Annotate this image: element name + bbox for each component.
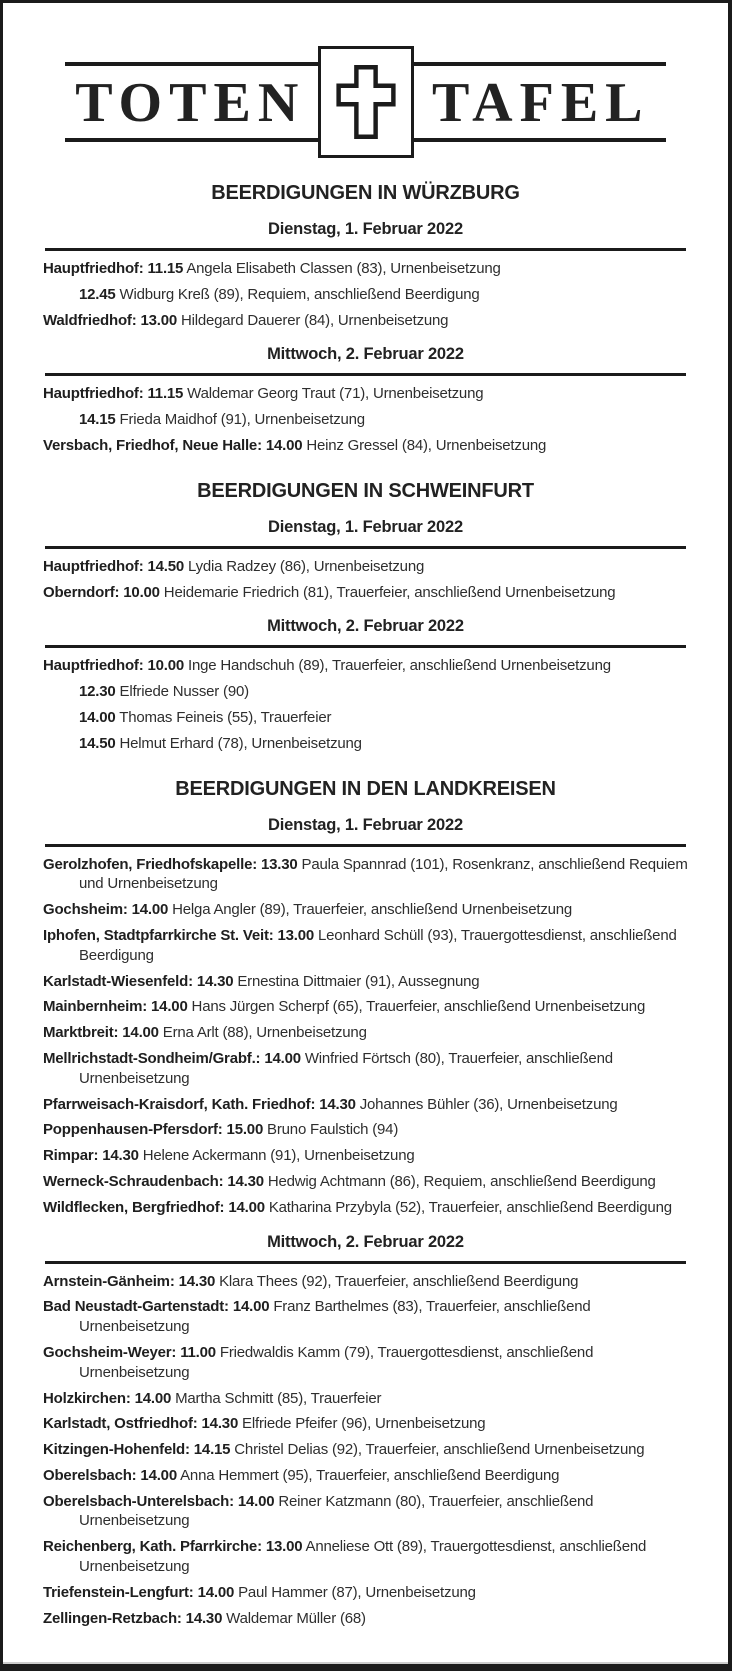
entry-location-time: Hauptfriedhof: 11.15 [43, 260, 184, 277]
burial-entry: Oberndorf: 10.00 Heidemarie Friedrich (81), Trauerfeier, anschließend Urnenbeisetzung [43, 583, 616, 601]
day-heading: Mittwoch, 2. Februar 2022 [267, 345, 464, 364]
burial-entry: 14.15 Frieda Maidhof (91), Urnenbeisetzung [79, 411, 365, 429]
masthead-title-left: TOTEN [75, 72, 306, 134]
entry-location-time: Rimpar: 14.30 [43, 1147, 139, 1165]
cross-icon [318, 46, 414, 158]
day-divider [45, 373, 686, 376]
burial-entry: 12.30 Elfriede Nusser (90) [79, 683, 249, 701]
burial-entry: Waldfriedhof: 13.00 Hildegard Dauerer (84), Urnenbeisetzung [43, 311, 449, 329]
burial-entry: Pfarrweisach-Kraisdorf, Kath. Friedhof: 14.30 Johannes Bühler (36), Urnenbeisetzung [43, 1095, 618, 1113]
day-heading: Dienstag, 1. Februar 2022 [268, 517, 463, 536]
burial-entry: Hauptfriedhof: 10.00 Inge Handschuh (89), Trauerfeier, anschließend Urnenbeisetzung [43, 657, 611, 675]
burial-entry: Zellingen-Retzbach: 14.30 Waldemar Müller (68) [43, 1609, 366, 1627]
entry-location-time: Bad Neustadt-Gartenstadt: 14.00 [43, 1298, 270, 1316]
day-heading: Dienstag, 1. Februar 2022 [268, 220, 463, 238]
burial-entry: Gochsheim: 14.00 Helga Angler (89), Trauerfeier, anschließend Urnenbeisetzung [43, 901, 573, 919]
burial-entry: Gerolzhofen, Friedhofskapelle: 13.30 Paula Spannrad (101), Rosenkranz, anschließend Requiem und Urnenbeisetzung [43, 855, 688, 893]
burial-entry: Rimpar: 14.30 Helene Ackermann (91), Urnenbeisetzung [43, 1147, 415, 1165]
entry-location-time: Versbach, Friedhof, Neue Halle: 14.00 [43, 436, 303, 454]
burial-entry: Arnstein-Gänheim: 14.30 Klara Thees (92), Trauerfeier, anschließend Beerdigung [43, 1272, 579, 1290]
burial-entry: Hauptfriedhof: 11.15 Waldemar Georg Traut (71), Urnenbeisetzung [43, 385, 484, 403]
masthead-row [63, 46, 668, 158]
sections-container [43, 182, 688, 1628]
entry-location-time: Oberelsbach-Unterelsbach: 14.00 [43, 1492, 275, 1510]
entry-location-time: Werneck-Schraudenbach: 14.30 [43, 1172, 264, 1190]
burial-entry: Iphofen, Stadtpfarrkirche St. Veit: 13.00 Leonhard Schüll (93), Trauergottesdienst, anschließend Beerdigung [43, 926, 677, 964]
burial-entry: Mainbernheim: 14.00 Hans Jürgen Scherpf (65), Trauerfeier, anschließend Urnenbeisetzung [43, 998, 646, 1016]
entry-location-time: Pfarrweisach-Kraisdorf, Kath. Friedhof: 14.30 [43, 1095, 356, 1113]
burial-section [43, 480, 688, 754]
masthead-title-right: TAFEL [431, 72, 650, 134]
day-heading: Mittwoch, 2. Februar 2022 [267, 1232, 464, 1251]
entry-location-time: Mellrichstadt-Sondheim/Grabf.: 14.00 [43, 1049, 301, 1067]
day-divider [45, 248, 686, 251]
burial-entry: Triefenstein-Lengfurt: 14.00 Paul Hammer (87), Urnenbeisetzung [43, 1583, 476, 1601]
entry-location-time: Oberndorf: 10.00 [43, 583, 160, 601]
entry-location-time: Hauptfriedhof: 14.50 [43, 557, 185, 575]
entry-location-time: Arnstein-Gänheim: 14.30 [43, 1272, 216, 1290]
entry-location-time: Gochsheim: 14.00 [43, 901, 169, 919]
burial-entry: Reichenberg, Kath. Pfarrkirche: 13.00 Anneliese Ott (89), Trauergottesdienst, anschließend Urnenbeisetzung [43, 1538, 647, 1576]
entry-location-time: Hauptfriedhof: 10.00 [43, 657, 185, 675]
entry-location-time: Mainbernheim: 14.00 [43, 998, 188, 1016]
entry-location-time: Kitzingen-Hohenfeld: 14.15 [43, 1441, 231, 1459]
burial-section [43, 778, 688, 1629]
day-heading: Mittwoch, 2. Februar 2022 [267, 617, 464, 636]
burial-entry: Oberelsbach-Unterelsbach: 14.00 Reiner Katzmann (80), Trauerfeier, anschließend Urnenbeisetzung [43, 1492, 594, 1530]
burial-entry: Karlstadt, Ostfriedhof: 14.30 Elfriede Pfeifer (96), Urnenbeisetzung [43, 1415, 486, 1433]
section-title: BEERDIGUNGEN IN SCHWEINFURT [197, 479, 534, 502]
entry-location-time: Waldfriedhof: 13.00 [43, 311, 177, 329]
masthead [63, 46, 668, 158]
burial-entry: Hauptfriedhof: 14.50 Lydia Radzey (86), Urnenbeisetzung [43, 557, 425, 575]
burial-entry: Karlstadt-Wiesenfeld: 14.30 Ernestina Dittmaier (91), Aussegnung [43, 972, 480, 990]
entry-location-time: 14.50 [79, 734, 116, 752]
burial-entry: Kitzingen-Hohenfeld: 14.15 Christel Delias (92), Trauerfeier, anschließend Urnenbeisetzung [43, 1441, 645, 1459]
burial-entry: Poppenhausen-Pfersdorf: 15.00 Bruno Faulstich (94) [43, 1121, 399, 1139]
day-divider [45, 844, 686, 847]
burial-entry: 12.45 Widburg Kreß (89), Requiem, anschließend Beerdigung [79, 285, 480, 303]
entry-location-time: Wildflecken, Bergfriedhof: 14.00 [43, 1198, 265, 1216]
day-divider [45, 1261, 686, 1264]
section-title: BEERDIGUNGEN IN WÜRZBURG [211, 182, 520, 204]
obituary-page [3, 46, 728, 1664]
entry-location-time: Holzkirchen: 14.00 [43, 1389, 172, 1407]
entry-location-time: 14.15 [79, 411, 116, 429]
burial-entry: Werneck-Schraudenbach: 14.30 Hedwig Achtmann (86), Requiem, anschließend Beerdigung [43, 1172, 656, 1190]
burial-entry: 14.50 Helmut Erhard (78), Urnenbeisetzung [79, 734, 362, 752]
burial-entry: Gochsheim-Weyer: 11.00 Friedwaldis Kamm (79), Trauergottesdienst, anschließend Urnenbeisetzung [43, 1343, 594, 1381]
entry-location-time: Triefenstein-Lengfurt: 14.00 [43, 1583, 235, 1601]
burial-entry: Marktbreit: 14.00 Erna Arlt (88), Urnenbeisetzung [43, 1024, 367, 1042]
entry-location-time: 14.00 [79, 708, 116, 726]
entry-location-time: Karlstadt-Wiesenfeld: 14.30 [43, 972, 234, 990]
day-heading: Dienstag, 1. Februar 2022 [268, 815, 463, 834]
burial-entry: Holzkirchen: 14.00 Martha Schmitt (85), Trauerfeier [43, 1389, 382, 1407]
burial-entry: Bad Neustadt-Gartenstadt: 14.00 Franz Barthelmes (83), Trauerfeier, anschließend Urnenbeisetzung [43, 1298, 591, 1336]
entry-location-time: Gochsheim-Weyer: 11.00 [43, 1343, 216, 1361]
burial-entry: Oberelsbach: 14.00 Anna Hemmert (95), Trauerfeier, anschließend Beerdigung [43, 1466, 560, 1484]
burial-entry: Versbach, Friedhof, Neue Halle: 14.00 Heinz Gressel (84), Urnenbeisetzung [43, 436, 547, 454]
burial-entry: 14.00 Thomas Feineis (55), Trauerfeier [79, 708, 332, 726]
entry-location-time: 12.45 [79, 285, 116, 303]
entry-location-time: 12.30 [79, 683, 116, 701]
entry-location-time: Zellingen-Retzbach: 14.30 [43, 1609, 223, 1627]
entry-location-time: Marktbreit: 14.00 [43, 1024, 159, 1042]
entry-location-time: Karlstadt, Ostfriedhof: 14.30 [43, 1415, 239, 1433]
entry-location-time: Poppenhausen-Pfersdorf: 15.00 [43, 1121, 264, 1139]
entry-location-time: Oberelsbach: 14.00 [43, 1466, 177, 1484]
burial-entry: Wildflecken, Bergfriedhof: 14.00 Katharina Przybyla (52), Trauerfeier, anschließend Beerdigung [43, 1198, 672, 1216]
burial-section [43, 182, 688, 456]
burial-entry: Hauptfriedhof: 11.15 Angela Elisabeth Classen (83), Urnenbeisetzung [43, 260, 501, 277]
day-divider [45, 645, 686, 648]
burial-entry: Mellrichstadt-Sondheim/Grabf.: 14.00 Winfried Förtsch (80), Trauerfeier, anschließend Urnenbeisetzung [43, 1049, 613, 1087]
entry-location-time: Iphofen, Stadtpfarrkirche St. Veit: 13.00 [43, 926, 315, 944]
entry-location-time: Hauptfriedhof: 11.15 [43, 385, 184, 403]
section-title: BEERDIGUNGEN IN DEN LANDKREISEN [175, 777, 556, 800]
day-divider [45, 546, 686, 549]
entry-location-time: Reichenberg, Kath. Pfarrkirche: 13.00 [43, 1538, 303, 1556]
entry-location-time: Gerolzhofen, Friedhofskapelle: 13.30 [43, 855, 298, 873]
